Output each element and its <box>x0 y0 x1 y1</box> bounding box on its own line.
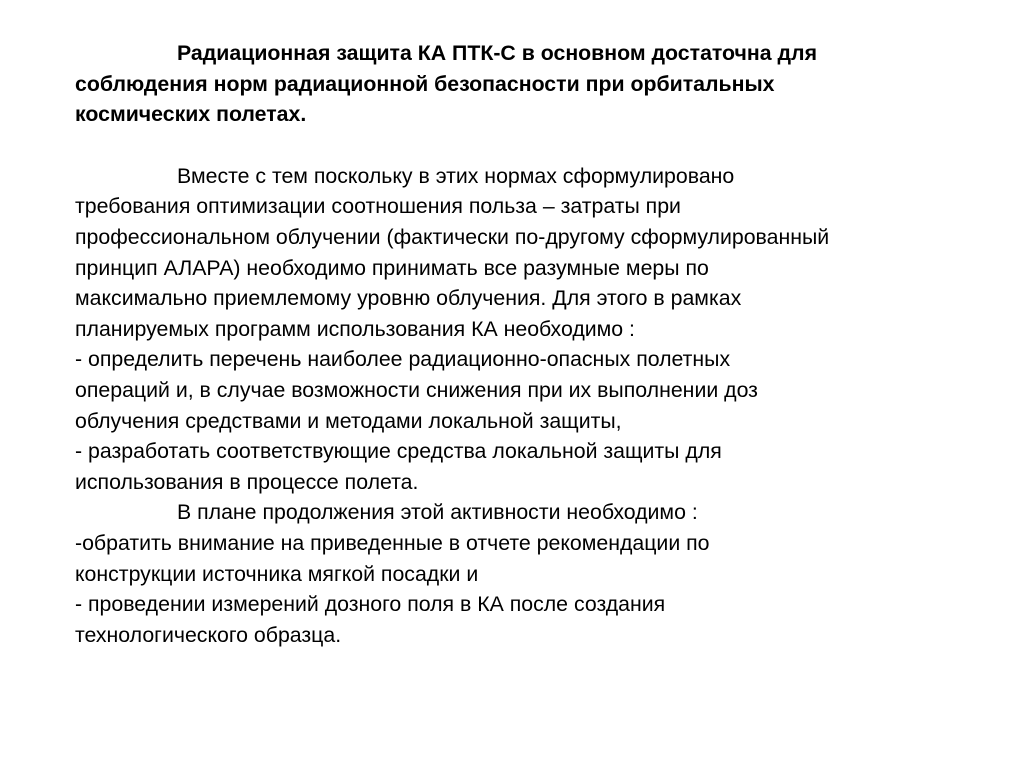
list-item-line: - разработать соответствующие средства локальной защиты для <box>75 439 722 464</box>
list-item-line: использования в процессе полета. <box>75 469 419 494</box>
body-line: Вместе с тем поскольку в этих нормах сформулировано <box>177 163 735 188</box>
heading-line: соблюдения норм радиационной безопасности при орбитальных <box>75 71 775 96</box>
list-item-line: конструкции источника мягкой посадки и <box>75 561 479 586</box>
body-text <box>75 161 995 651</box>
list-item-line: операций и, в случае возможности снижения при их выполнении доз <box>75 377 758 402</box>
body-line: профессиональном облучении (фактически по-другому сформулированный <box>75 224 830 249</box>
list-item-line: технологического образца. <box>75 622 342 647</box>
paragraph-spacer <box>75 130 995 161</box>
list-item-line: -обратить внимание на приведенные в отчете рекомендации по <box>75 530 710 555</box>
heading-line: космических полетах. <box>75 102 307 127</box>
heading-paragraph <box>75 38 995 130</box>
body-line: планируемых программ использования КА необходимо : <box>75 316 635 341</box>
list-item-line: - проведении измерений дозного поля в КА после создания <box>75 592 666 617</box>
body-line: В плане продолжения этой активности необходимо : <box>177 500 698 525</box>
body-line: принцип АЛАРА) необходимо принимать все разумные меры по <box>75 255 709 280</box>
list-item-line: облучения средствами и методами локальной защиты, <box>75 408 622 433</box>
body-line: требования оптимизации соотношения польза – затраты при <box>75 194 681 219</box>
list-item-line: - определить перечень наиболее радиационно-опасных полетных <box>75 347 731 372</box>
body-line: максимально приемлемому уровню облучения. Для этого в рамках <box>75 286 742 311</box>
heading-line: Радиационная защита КА ПТК-С в основном достаточна для <box>177 41 817 65</box>
slide-content <box>75 38 995 650</box>
